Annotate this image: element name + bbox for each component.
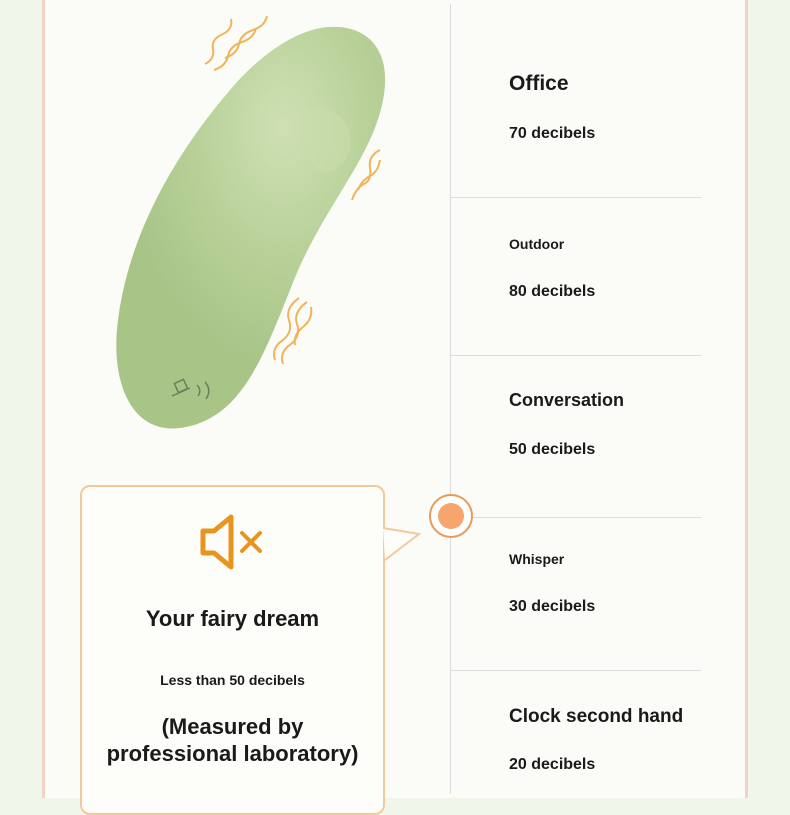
callout-subtitle: Less than 50 decibels [160,672,305,688]
callout-title: Your fairy dream [145,606,320,631]
noise-level-label-conversation: Conversation [509,390,625,410]
callout-pointer [383,526,423,562]
noise-level-value-clock: 20 decibels [509,756,596,773]
noise-level-label-whisper: Whisper [509,551,565,567]
callout-note-line1: (Measured by [161,714,304,739]
product-illustration [100,5,400,445]
noise-level-label-office: Office [509,72,569,95]
noise-level-label-clock: Clock second hand [509,706,684,727]
noise-level-value-whisper: 30 decibels [509,598,596,615]
speaker-mute-icon [198,513,266,571]
row-divider [450,670,701,671]
marker-dot [438,503,464,529]
current-level-marker [429,494,473,538]
callout-note-line2: professional laboratory) [106,741,359,766]
noise-level-value-outdoor: 80 decibels [509,283,596,300]
noise-level-value-conversation: 50 decibels [509,441,596,458]
row-divider [450,517,701,518]
row-divider [450,197,701,198]
row-divider [450,355,701,356]
noise-level-label-outdoor: Outdoor [509,236,565,252]
callout-note [80,713,385,767]
timeline-axis [450,4,451,794]
noise-level-value-office: 70 decibels [509,125,596,142]
